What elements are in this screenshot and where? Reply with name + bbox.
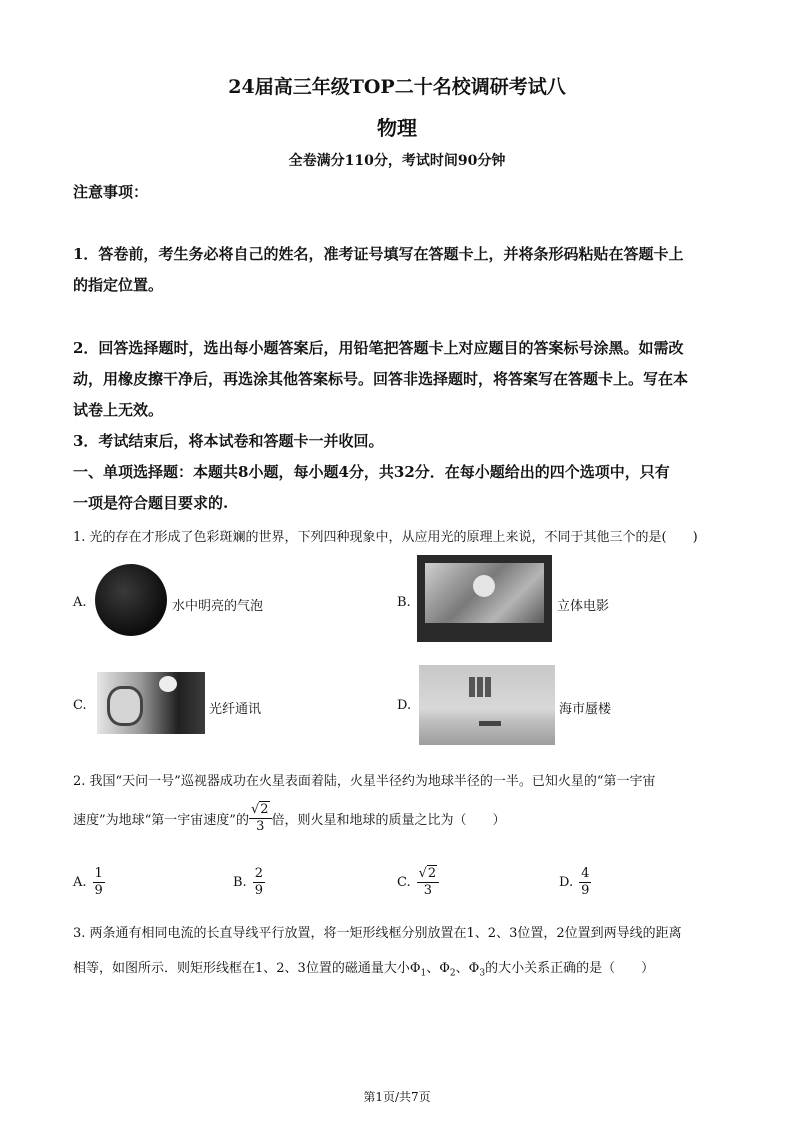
q2-option-c bbox=[397, 866, 439, 899]
phi-subscript: 3 bbox=[479, 968, 486, 979]
q2-option-d bbox=[559, 866, 591, 899]
phi-symbol: Φ bbox=[439, 961, 450, 976]
q2-option-d-fraction bbox=[579, 866, 591, 899]
bubble-image bbox=[95, 564, 167, 636]
q2-option-a bbox=[73, 866, 105, 899]
fraction-denominator: 3 bbox=[423, 883, 433, 898]
q2-stem-line2 bbox=[73, 802, 506, 835]
optical-fiber-image bbox=[97, 672, 205, 734]
fraction-denominator: 9 bbox=[94, 883, 103, 898]
fraction-denominator: 9 bbox=[581, 883, 590, 898]
note-line: 3．考试结束后，将本试卷和答题卡一并收回。 bbox=[73, 432, 384, 450]
notes-heading: 注意事项： bbox=[73, 183, 149, 201]
section-heading-cont: 一项是符合题目要求的. bbox=[73, 494, 229, 512]
q2-option-b bbox=[233, 866, 265, 899]
q2-ratio-fraction: $\frac{√2}{3}$ bbox=[249, 802, 272, 835]
q2-option-c-fraction: $\frac{√2}{3}$ bbox=[417, 866, 440, 899]
fraction-numerator: 1 bbox=[94, 866, 103, 881]
note-line: 1．答卷前，考生务必将自己的姓名，准考证号填写在答题卡上，并将条形码粘贴在答题卡上 bbox=[73, 245, 684, 263]
q1-option-b-text: 立体电影 bbox=[557, 599, 610, 614]
fraction-denominator: 9 bbox=[254, 883, 263, 898]
note-line: 的指定位置。 bbox=[73, 276, 164, 294]
separator: 、 bbox=[455, 961, 469, 976]
phi-subscript: 1 bbox=[420, 968, 427, 979]
q2-option-d-label: D. bbox=[559, 875, 574, 890]
fraction-numerator: 4 bbox=[581, 866, 590, 881]
note-line: 动，用橡皮擦干净后，再选涂其他答案标号。回答非选择题时，将答案写在答题卡上。写在本 bbox=[73, 370, 689, 388]
q2-option-a-label: A. bbox=[73, 875, 87, 890]
3d-movie-image bbox=[417, 555, 552, 642]
fraction-numerator: 2 bbox=[254, 866, 263, 881]
q1-option-a-text: 水中明亮的气泡 bbox=[172, 599, 264, 614]
q2-ratio-den: 3 bbox=[256, 819, 265, 834]
exam-info: 全卷满分110分，考试时间90分钟 bbox=[288, 153, 506, 169]
fraction-numerator: 2 bbox=[427, 866, 437, 881]
q2-option-b-fraction bbox=[253, 866, 265, 899]
phi-symbol: Φ bbox=[409, 961, 421, 976]
q1-option-a-label: A. bbox=[73, 595, 87, 610]
exam-title: 24届高三年级TOP二十名校调研考试八 bbox=[228, 76, 566, 98]
q3-stem-text: 相等，如图所示．则矩形线框在1、2、3位置的磁通量大小 bbox=[73, 961, 410, 976]
q2-stem-text-end: 倍，则火星和地球的质量之比为（ ） bbox=[271, 813, 506, 828]
q3-stem-line2 bbox=[73, 957, 654, 979]
q2-stem-text: 速度”为地球“第一宇宙速度”的 bbox=[73, 813, 249, 828]
q3-stem-line1: 3. 两条通有相同电流的长直导线平行放置，将一矩形线框分别放置在1、2、3位置，2位置到两导线的距离 bbox=[73, 926, 682, 941]
q3-stem-text-end: 的大小关系正确的是（ ） bbox=[485, 961, 655, 976]
phi-symbol: Φ bbox=[468, 961, 480, 976]
note-line: 2．回答选择题时，选出每小题答案后，用铅笔把答题卡上对应题目的答案标号涂黑。如需改 bbox=[73, 339, 684, 357]
q2-stem-line1: 2. 我国“天问一号”巡视器成功在火星表面着陆，火星半径约为地球半径的一半。已知火星的“第一宇宙 bbox=[73, 774, 656, 789]
q2-option-a-fraction bbox=[93, 866, 105, 899]
q1-option-b-label: B. bbox=[397, 595, 411, 610]
mirage-image bbox=[419, 665, 555, 745]
subject-title: 物理 bbox=[377, 116, 417, 140]
q1-option-d-label: D. bbox=[397, 698, 412, 713]
q1-option-d-text: 海市蜃楼 bbox=[559, 702, 612, 717]
q2-option-b-label: B. bbox=[233, 875, 247, 890]
q2-option-c-label: C. bbox=[397, 875, 411, 890]
page-number: 第1页/共7页 bbox=[363, 1090, 431, 1104]
q2-ratio-num: 2 bbox=[260, 802, 269, 817]
q1-option-c-label: C. bbox=[73, 698, 87, 713]
section-heading: 一、单项选择题：本题共8小题，每小题4分，共32分．在每小题给出的四个选项中，只有 bbox=[73, 463, 670, 481]
note-line: 试卷上无效。 bbox=[73, 401, 164, 419]
q1-stem: 1. 光的存在才形成了色彩斑斓的世界，下列四种现象中，从应用光的原理上来说，不同于其他三个的是( ) bbox=[73, 530, 698, 545]
separator: 、 bbox=[426, 961, 440, 976]
q1-option-c-text: 光纤通讯 bbox=[209, 702, 262, 717]
phi-subscript: 2 bbox=[449, 968, 456, 979]
